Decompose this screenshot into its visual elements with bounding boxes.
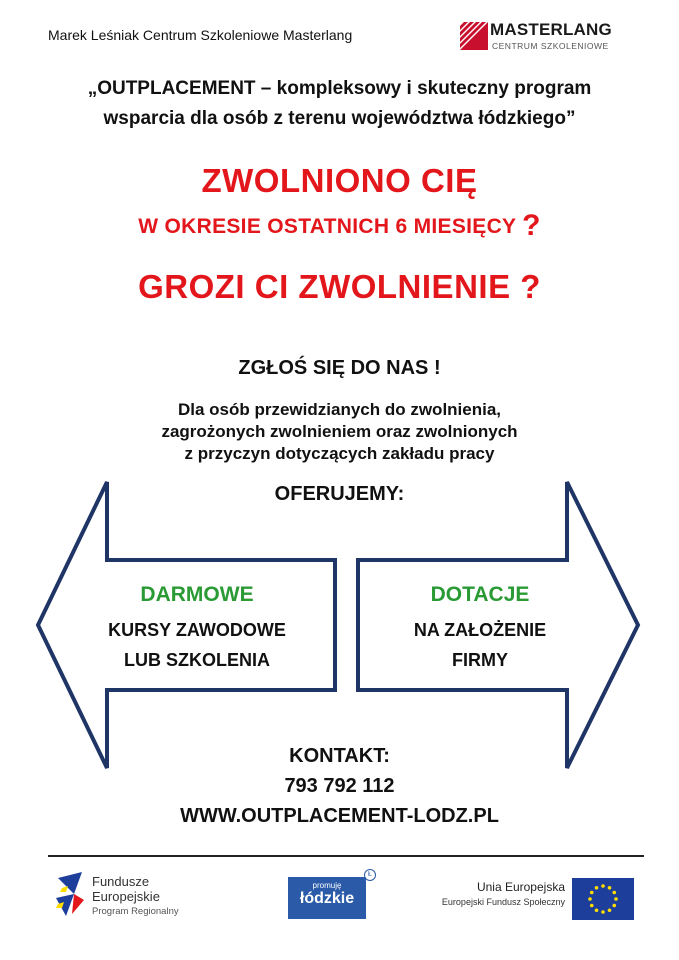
eu-star-icon	[614, 897, 618, 901]
lodzkie-l-mark-icon: Ł	[364, 869, 376, 881]
offer-grants-line-2: FIRMY	[452, 650, 508, 670]
headline-period-text: W OKRESIE OSTATNICH 6 MIESIĘCY	[138, 215, 516, 238]
offer-title: OFERUJEMY:	[274, 483, 405, 505]
eu-star-icon	[588, 897, 592, 901]
lodzkie-small-text: promuję	[312, 881, 342, 890]
eu-line-1: Unia Europejska	[476, 880, 565, 894]
promuje-lodzkie-logo	[288, 871, 372, 919]
offer-courses-line-1: KURSY ZAWODOWE	[108, 620, 286, 640]
offer-free-courses	[72, 583, 322, 675]
offer-courses-line-2: LUB SZKOLENIA	[124, 650, 270, 670]
fundusze-europejskie-text	[92, 874, 179, 919]
eu-star-icon	[601, 910, 605, 914]
eu-star-icon	[595, 886, 599, 890]
contact-website-link[interactable]: WWW.OUTPLACEMENT-LODZ.PL	[180, 805, 499, 827]
contact-block	[0, 741, 679, 831]
eu-star-icon	[612, 904, 616, 908]
eu-flag-icon	[572, 878, 634, 920]
fundusze-europejskie-emblem-icon	[52, 870, 88, 920]
eu-star-icon	[608, 908, 612, 912]
intro-program-name: „OUTPLACEMENT	[87, 78, 256, 99]
organizer-name: Marek Leśniak Centrum Szkoleniowe Masterlang	[48, 27, 353, 43]
headline-dismissed: ZWOLNIONO CIĘ	[201, 162, 478, 199]
call-to-action: ZGŁOŚ SIĘ DO NAS !	[238, 357, 441, 379]
offer-free-label: DARMOWE	[140, 583, 254, 606]
masterlang-logo-name: MASTERLANG	[490, 20, 612, 39]
offer-grants-label: DOTACJE	[430, 583, 530, 606]
lodzkie-badge	[288, 877, 366, 919]
contact-label: KONTAKT:	[289, 745, 390, 767]
eu-star-icon	[595, 908, 599, 912]
lodzkie-big-text: łódzkie	[299, 890, 355, 907]
offer-grants-line-1: NA ZAŁOŻENIE	[413, 620, 547, 640]
fe-line-3: Program Regionalny	[92, 906, 179, 917]
footer-divider	[48, 855, 644, 857]
headline-period-question-mark: ?	[522, 209, 541, 242]
intro-line-2: wsparcia dla osób z terenu województwa łódzkiego”	[103, 108, 576, 129]
eu-line-2: Europejski Fundusz Społeczny	[441, 897, 565, 907]
description-line: zagrożonych zwolnieniem oraz zwolnionych	[161, 422, 518, 441]
masterlang-logo-sub: CENTRUM SZKOLENIOWE	[492, 41, 609, 51]
fe-line-2: Europejskie	[92, 889, 160, 904]
headline-threatened: GROZI CI ZWOLNIENIE ?	[138, 268, 541, 305]
offer-grants	[370, 583, 590, 675]
contact-phone[interactable]: 793 792 112	[284, 775, 395, 797]
eu-star-icon	[601, 884, 605, 888]
fe-line-1: Fundusze	[92, 874, 150, 889]
description-line: z przyczyn dotyczących zakładu pracy	[184, 444, 495, 463]
eu-star-icon	[590, 904, 594, 908]
eu-stars-icon	[572, 878, 634, 920]
eu-text	[425, 880, 565, 907]
eu-star-icon	[608, 886, 612, 890]
eu-star-icon	[590, 891, 594, 895]
eu-star-icon	[612, 891, 616, 895]
intro-line-1-rest: – kompleksowy i skuteczny program	[255, 78, 592, 99]
description-line: Dla osób przewidzianych do zwolnienia,	[177, 400, 502, 419]
fundusze-europejskie-logo	[52, 868, 212, 924]
